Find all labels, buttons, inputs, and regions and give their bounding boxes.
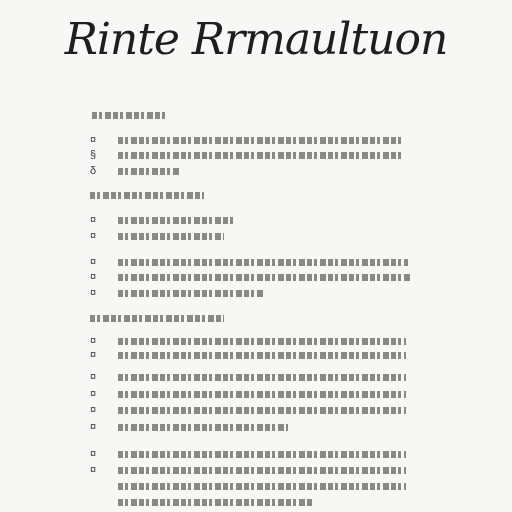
list-item — [0, 271, 512, 284]
list-item — [0, 448, 512, 461]
list-marker: ¤ — [90, 287, 97, 299]
list-item — [0, 404, 512, 417]
list-marker: ¤ — [90, 448, 97, 460]
list-item — [0, 230, 512, 243]
list-item — [0, 165, 512, 178]
list-marker: ¤ — [90, 134, 97, 146]
list-item — [0, 371, 512, 384]
section-heading-3 — [90, 311, 224, 325]
list-item — [0, 480, 512, 493]
list-item — [0, 214, 512, 227]
list-marker: ¤ — [90, 335, 97, 347]
list-marker: ¤ — [90, 349, 97, 361]
list-item — [0, 496, 512, 509]
list-item — [0, 256, 512, 269]
list-marker: ¤ — [90, 464, 97, 476]
document-title: Rinte Rrmaultuon — [64, 14, 448, 65]
section-heading-2 — [90, 188, 204, 202]
list-marker: ¤ — [90, 371, 97, 383]
section-heading-1 — [92, 108, 168, 122]
list-item — [0, 134, 512, 147]
list-marker: ¤ — [90, 404, 97, 416]
list-item — [0, 349, 512, 362]
list-marker: ¤ — [90, 271, 97, 283]
list-marker: ¤ — [90, 214, 97, 226]
list-marker: § — [90, 149, 97, 161]
list-marker: δ — [90, 165, 97, 177]
list-item — [0, 149, 512, 162]
list-item — [0, 287, 512, 300]
list-item — [0, 421, 512, 434]
list-marker: ¤ — [90, 256, 97, 268]
list-item — [0, 464, 512, 477]
list-item — [0, 388, 512, 401]
list-marker: ¤ — [90, 421, 97, 433]
list-marker: ¤ — [90, 388, 97, 400]
list-item — [0, 335, 512, 348]
list-marker: ¤ — [90, 230, 97, 242]
